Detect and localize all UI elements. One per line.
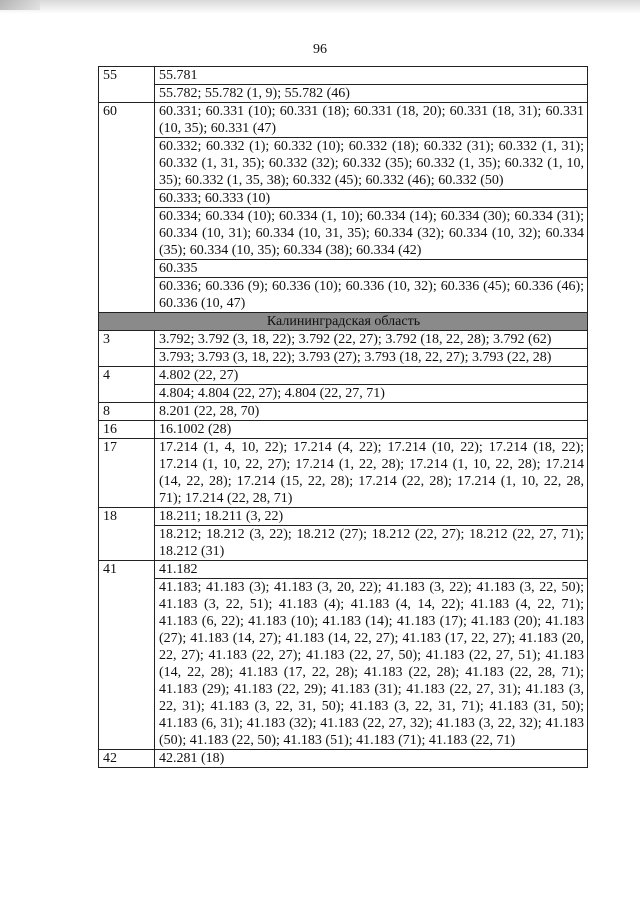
table-row bbox=[99, 349, 588, 367]
classification-table bbox=[98, 66, 588, 768]
group-number: 41 bbox=[99, 561, 155, 750]
scan-artifact bbox=[0, 0, 40, 10]
group-number: 8 bbox=[99, 403, 155, 421]
group-number: 3 bbox=[99, 331, 155, 367]
code-entry: 18.212; 18.212 (3, 22); 18.212 (27); 18.212 (22, 27); 18.212 (22, 27, 71); 18.212 (31) bbox=[155, 526, 588, 561]
code-entry: 17.214 (1, 4, 10, 22); 17.214 (4, 22); 17.214 (10, 22); 17.214 (18, 22); 17.214 (1, 10, 22, 27); 17.214 (1, 22, 28); 17.214 (1, 10, 22, 28); 17.214 (14, 22, 28); 17.214 (15, 22, 28); 17.214 (22, 28); 17.214 (1, 10, 22, 28, 71); 17.214 (22, 28, 71) bbox=[155, 439, 588, 508]
table-row bbox=[99, 579, 588, 750]
page-number: 96 bbox=[313, 42, 327, 57]
table-row bbox=[99, 67, 588, 85]
code-entry: 4.802 (22, 27) bbox=[155, 367, 588, 385]
code-entry: 41.183; 41.183 (3); 41.183 (3, 20, 22); 41.183 (3, 22); 41.183 (3, 22, 50); 41.183 (3, 22, 51); 41.183 (4); 41.183 (4, 14, 22); 41.183 (4, 22, 71); 41.183 (6, 22); 41.183 (10); 41.183 (14); 41.183 (17); 41.183 (20); 41.183 (27); 41.183 (14, 27); 41.183 (14, 22, 27); 41.183 (17, 22, 27); 41.183 (20, 22, 27); 41.183 (22, 27); 41.183 (22, 27, 50); 41.183 (22, 27, 51); 41.183 (14, 22, 28); 41.183 (17, 22, 28); 41.183 (22, 28); 41.183 (22, 28, 71); 41.183 (29); 41.183 (22, 29); 41.183 (31); 41.183 (22, 27, 31); 41.183 (3, 22, 31); 41.183 (3, 22, 31, 50); 41.183 (3, 22, 31, 71); 41.183 (31, 50); 41.183 (6, 31); 41.183 (32); 41.183 (22, 27, 32); 41.183 (3, 22, 32); 41.183 (50); 41.183 (22, 50); 41.183 (51); 41.183 (71); 41.183 (22, 71) bbox=[155, 579, 588, 750]
scan-edge bbox=[0, 0, 640, 14]
code-entry: 41.182 bbox=[155, 561, 588, 579]
table-body bbox=[99, 67, 588, 768]
code-entry: 42.281 (18) bbox=[155, 750, 588, 768]
table-row bbox=[99, 526, 588, 561]
table-row bbox=[99, 508, 588, 526]
code-entry: 55.782; 55.782 (1, 9); 55.782 (46) bbox=[155, 85, 588, 103]
code-entry: 60.336; 60.336 (9); 60.336 (10); 60.336 (10, 32); 60.336 (45); 60.336 (46); 60.336 (10, 47) bbox=[155, 278, 588, 313]
table-row bbox=[99, 750, 588, 768]
code-entry: 8.201 (22, 28, 70) bbox=[155, 403, 588, 421]
code-entry: 60.334; 60.334 (10); 60.334 (1, 10); 60.334 (14); 60.334 (30); 60.334 (31); 60.334 (10, 31); 60.334 (10, 31, 35); 60.334 (32); 60.334 (10, 32); 60.334 (35); 60.334 (10, 35); 60.334 (38); 60.334 (42) bbox=[155, 208, 588, 260]
group-number: 4 bbox=[99, 367, 155, 403]
code-entry: 60.331; 60.331 (10); 60.331 (18); 60.331 (18, 20); 60.331 (18, 31); 60.331 (10, 35); 60.331 (47) bbox=[155, 103, 588, 138]
table-row bbox=[99, 208, 588, 260]
code-entry: 60.333; 60.333 (10) bbox=[155, 190, 588, 208]
code-entry: 3.792; 3.792 (3, 18, 22); 3.792 (22, 27); 3.792 (18, 22, 28); 3.792 (62) bbox=[155, 331, 588, 349]
table-row bbox=[99, 190, 588, 208]
code-entry: 3.793; 3.793 (3, 18, 22); 3.793 (27); 3.793 (18, 22, 27); 3.793 (22, 28) bbox=[155, 349, 588, 367]
table-row bbox=[99, 403, 588, 421]
code-entry: 16.1002 (28) bbox=[155, 421, 588, 439]
group-number: 16 bbox=[99, 421, 155, 439]
code-entry: 60.335 bbox=[155, 260, 588, 278]
region-title: Калининградская область bbox=[99, 313, 588, 331]
table-row bbox=[99, 103, 588, 138]
table-row bbox=[99, 439, 588, 508]
group-number: 55 bbox=[99, 67, 155, 103]
group-number: 18 bbox=[99, 508, 155, 561]
code-entry: 60.332; 60.332 (1); 60.332 (10); 60.332 (18); 60.332 (31); 60.332 (1, 31); 60.332 (1, 31, 35); 60.332 (32); 60.332 (35); 60.332 (1, 35); 60.332 (1, 10, 35); 60.332 (1, 35, 38); 60.332 (45); 60.332 (46); 60.332 (50) bbox=[155, 138, 588, 190]
code-entry: 4.804; 4.804 (22, 27); 4.804 (22, 27, 71) bbox=[155, 385, 588, 403]
table-row bbox=[99, 561, 588, 579]
code-entry: 55.781 bbox=[155, 67, 588, 85]
table-row bbox=[99, 421, 588, 439]
region-header-row bbox=[99, 313, 588, 331]
group-number: 60 bbox=[99, 103, 155, 313]
table-row bbox=[99, 331, 588, 349]
table-row bbox=[99, 367, 588, 385]
table-row bbox=[99, 278, 588, 313]
table-row bbox=[99, 85, 588, 103]
table-row bbox=[99, 138, 588, 190]
table-row bbox=[99, 385, 588, 403]
group-number: 17 bbox=[99, 439, 155, 508]
code-entry: 18.211; 18.211 (3, 22) bbox=[155, 508, 588, 526]
group-number: 42 bbox=[99, 750, 155, 768]
table-row bbox=[99, 260, 588, 278]
